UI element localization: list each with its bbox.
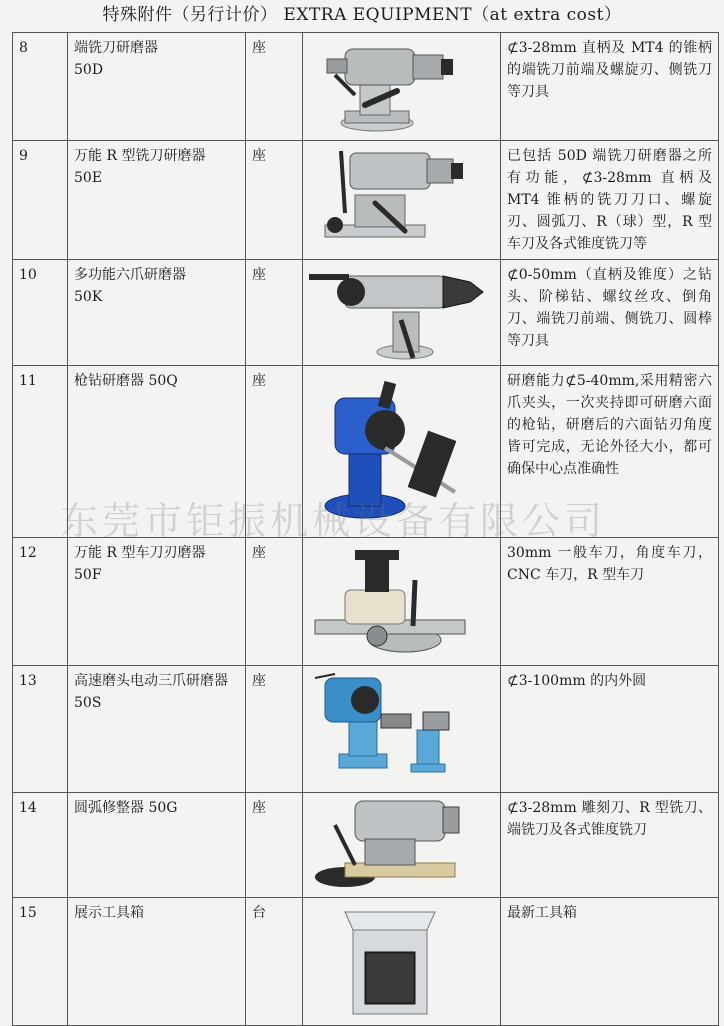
item-model: 50F (74, 567, 102, 583)
item-model: 50D (74, 62, 104, 78)
item-name: 展示工具箱 (74, 905, 144, 921)
item-image-cell (303, 666, 501, 793)
item-number: 15 (13, 898, 68, 1026)
item-name-cell (68, 793, 246, 898)
item-number: 14 (13, 793, 68, 898)
item-unit: 座 (246, 33, 303, 141)
item-image-cell (303, 366, 501, 538)
item-name: 圆弧修整器 50G (74, 800, 178, 816)
item-name-cell (68, 366, 246, 538)
item-description: ⊄3-28mm 雕刻刀、R 型铣刀、端铣刀及各式锥度铣刀 (501, 793, 719, 898)
item-name: 多功能六爪研磨器 (74, 267, 186, 283)
item-name-cell (68, 260, 246, 366)
page-title: 特殊附件（另行计价） EXTRA EQUIPMENT（at extra cost） (102, 5, 622, 25)
item-unit: 座 (246, 260, 303, 366)
item-name: 万能 R 型车刀刃磨器 (74, 545, 206, 561)
item-image-cell (303, 898, 501, 1026)
item-name-cell (68, 666, 246, 793)
table-row (13, 366, 719, 538)
item-description: 30mm 一般车刀，角度车刀，CNC 车刀，R 型车刀 (501, 538, 719, 666)
six-jaw-grinder-icon (305, 262, 495, 362)
three-jaw-grinder-icon (305, 668, 495, 778)
table-row (13, 33, 719, 141)
item-model: 50E (74, 170, 103, 186)
table-row (13, 898, 719, 1026)
item-image-cell (303, 141, 501, 260)
item-description: 最新工具箱 (501, 898, 719, 1026)
item-number: 10 (13, 260, 68, 366)
table-row (13, 260, 719, 366)
item-number: 8 (13, 33, 68, 141)
item-unit: 座 (246, 666, 303, 793)
item-name: 枪钻研磨器 50Q (74, 373, 178, 389)
item-name: 万能 R 型铣刀研磨器 (74, 148, 206, 164)
item-name-cell (68, 141, 246, 260)
table-row (13, 793, 719, 898)
gun-drill-grinder-icon (305, 368, 495, 528)
item-description: ⊄3-100mm 的内外圆 (501, 666, 719, 793)
item-unit: 座 (246, 141, 303, 260)
item-name: 端铣刀研磨器 (74, 40, 158, 56)
item-unit: 座 (246, 538, 303, 666)
table-row (13, 538, 719, 666)
item-unit: 座 (246, 793, 303, 898)
item-number: 9 (13, 141, 68, 260)
item-unit: 座 (246, 366, 303, 538)
lathe-tool-grinder-icon (305, 540, 495, 660)
universal-r-cutter-grinder-icon (305, 143, 495, 243)
item-number: 11 (13, 366, 68, 538)
item-name: 高速磨头电动三爪研磨器 50S (74, 673, 228, 711)
item-image-cell (303, 260, 501, 366)
item-image-cell (303, 538, 501, 666)
item-name-cell (68, 538, 246, 666)
arc-dresser-icon (305, 795, 495, 895)
item-description: ⊄3-28mm 直柄及 MT4 的锥柄的端铣刀前端及螺旋刃、侧铣刀等刀具 (501, 33, 719, 141)
table-row (13, 666, 719, 793)
item-unit: 台 (246, 898, 303, 1026)
company-watermark: 东莞市钜振机械设备有限公司 (60, 499, 607, 543)
item-name-cell (68, 898, 246, 1026)
equipment-table (12, 32, 719, 1026)
end-mill-grinder-icon (305, 35, 495, 135)
item-model: 50K (74, 289, 103, 305)
item-image-cell (303, 793, 501, 898)
item-number: 13 (13, 666, 68, 793)
item-description: 研磨能力⊄5-40mm,采用精密六爪夹头，一次夹持即可研磨六面的枪钻，研磨后的六面钻刃角度皆可完成，无论外径大小，都可确保中心点准确性 (501, 366, 719, 538)
item-number: 12 (13, 538, 68, 666)
item-description: ⊄0-50mm（直柄及锥度）之钻头、阶梯钻、螺纹丝攻、倒角刀、端铣刀前端、侧铣刀、圆棒等刀具 (501, 260, 719, 366)
item-name-cell (68, 33, 246, 141)
table-row (13, 141, 719, 260)
item-description: 已包括 50D 端铣刀研磨器之所有功能，⊄3-28mm 直柄及 MT4 锥柄的铣刀刀口、螺旋刃、圆弧刀、R（球）型，R 型车刀及各式锥度铣刀等 (501, 141, 719, 260)
tool-cabinet-icon (305, 900, 495, 1020)
item-image-cell (303, 33, 501, 141)
